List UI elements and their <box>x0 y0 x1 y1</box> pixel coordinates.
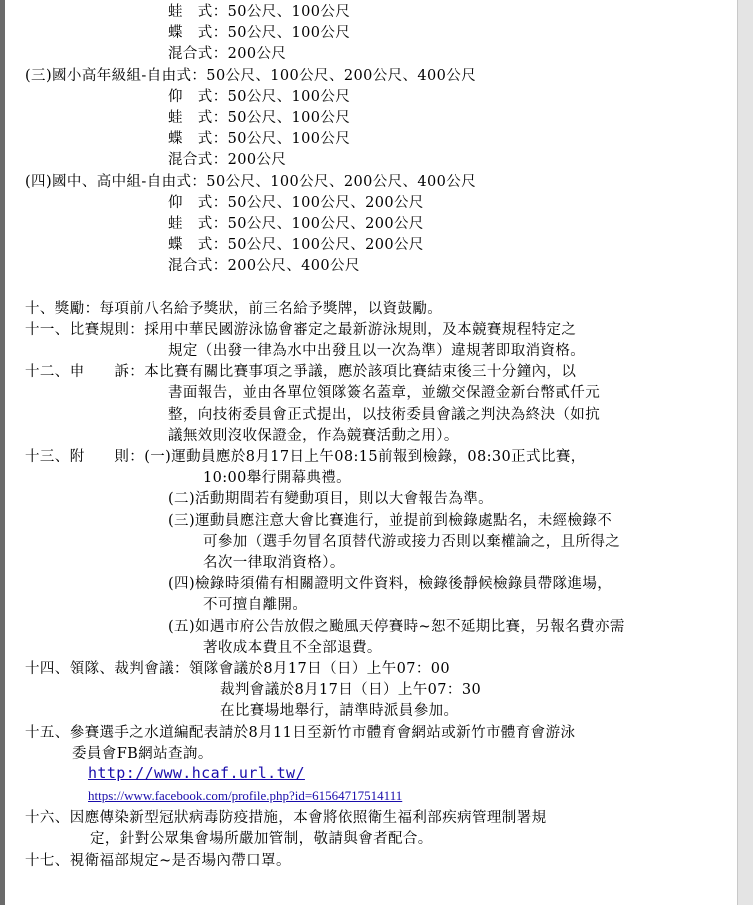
text-line: 議無效則沒收保證金，作為競賽活動之用）。 <box>168 428 459 444</box>
text-line: 規定（出發一律為水中出發且以一次為準）違規著即取消資格。 <box>168 343 586 359</box>
text-line: (四)國中、高中組-自由式：50公尺、100公尺、200公尺、400公尺 <box>25 174 477 190</box>
text-line: 混合式：200公尺 <box>168 46 287 62</box>
text-line: (四)檢錄時須備有相關證明文件資料，檢錄後靜候檢錄員帶隊進場， <box>168 576 613 592</box>
text-line: 委員會FB網站查詢。 <box>72 746 213 762</box>
text-line: 蝶 式：50公尺、100公尺 <box>168 131 351 147</box>
text-line: 著收成本費且不全部退費。 <box>203 640 382 656</box>
text-line: 蛙 式：50公尺、100公尺 <box>168 110 351 126</box>
text-line: (五)如遇市府公告放假之颱風天停賽時~恕不延期比賽，另報名費亦需 <box>168 619 625 635</box>
text-line: 十六、因應傳染新型冠狀病毒防疫措施，本會將依照衛生福利部疾病管理制署規 <box>25 810 547 826</box>
text-line: 不可擅自離開。 <box>203 597 308 613</box>
text-line: 混合式：200公尺、400公尺 <box>168 258 360 274</box>
text-line: 定，針對公眾集會場所嚴加管制，敬請與會者配合。 <box>90 831 433 847</box>
text-line: (三)運動員應注意大會比賽進行，並提前到檢錄處點名，未經檢錄不 <box>168 513 613 529</box>
facebook-page-link[interactable]: https://www.facebook.com/profile.php?id=61564717514111 <box>88 788 403 803</box>
text-line: (二)活動期間若有變動項目，則以大會報告為準。 <box>168 491 494 507</box>
text-line: 仰 式：50公尺、100公尺 <box>168 89 351 105</box>
hcaf-website-link[interactable]: http://www.hcaf.url.tw/ <box>88 764 305 782</box>
text-line: 蝶 式：50公尺、100公尺 <box>168 25 351 41</box>
text-line: 蛙 式：50公尺、100公尺、200公尺 <box>168 216 424 232</box>
text-line: 10:00舉行開幕典禮。 <box>203 470 352 486</box>
text-line: (三)國小高年級組-自由式：50公尺、100公尺、200公尺、400公尺 <box>25 68 477 84</box>
text-line: 十四、領隊、裁判會議：領隊會議於8月17日（日）上午07：00 <box>25 661 450 677</box>
text-line: 整，向技術委員會正式提出，以技術委員會議之判決為終決（如抗 <box>168 407 601 423</box>
text-line: 十一、比賽規則：採用中華民國游泳協會審定之最新游泳規則，及本競賽規程特定之 <box>25 322 577 338</box>
text-line: 名次一律取消資格）。 <box>203 555 345 571</box>
text-line: 蝶 式：50公尺、100公尺、200公尺 <box>168 237 424 253</box>
text-line: 混合式：200公尺 <box>168 152 287 168</box>
text-line: 仰 式：50公尺、100公尺、200公尺 <box>168 195 424 211</box>
text-line: 十五、參賽選手之水道編配表請於8月11日至新竹市體育會網站或新竹市體育會游泳 <box>25 725 576 741</box>
text-line: 裁判會議於8月17日（日）上午07：30 <box>220 682 482 698</box>
vertical-scrollbar[interactable] <box>737 0 753 905</box>
text-line: 十七、視衛福部規定~是否場內帶口罩。 <box>25 853 291 869</box>
text-line: 可參加（選手勿冒名頂替代游或接力否則以棄權論之，且所得之 <box>203 534 621 550</box>
text-line: 蛙 式：50公尺、100公尺 <box>168 4 351 20</box>
text-line: 在比賽場地舉行，請準時派員參加。 <box>220 703 459 719</box>
text-line: 十三、附 則：(一)運動員應於8月17日上午08:15前報到檢錄，08:30正式比賽， <box>25 449 586 465</box>
text-line: 書面報告，並由各單位領隊簽名蓋章，並繳交保證金新台幣貳仟元 <box>168 385 601 401</box>
text-line: 十、獎勵：每項前八名給予獎狀，前三名給予獎牌，以資鼓勵。 <box>25 301 443 317</box>
text-line: 十二、申 訴：本比賽有關比賽事項之爭議，應於該項比賽結束後三十分鐘內，以 <box>25 364 577 380</box>
